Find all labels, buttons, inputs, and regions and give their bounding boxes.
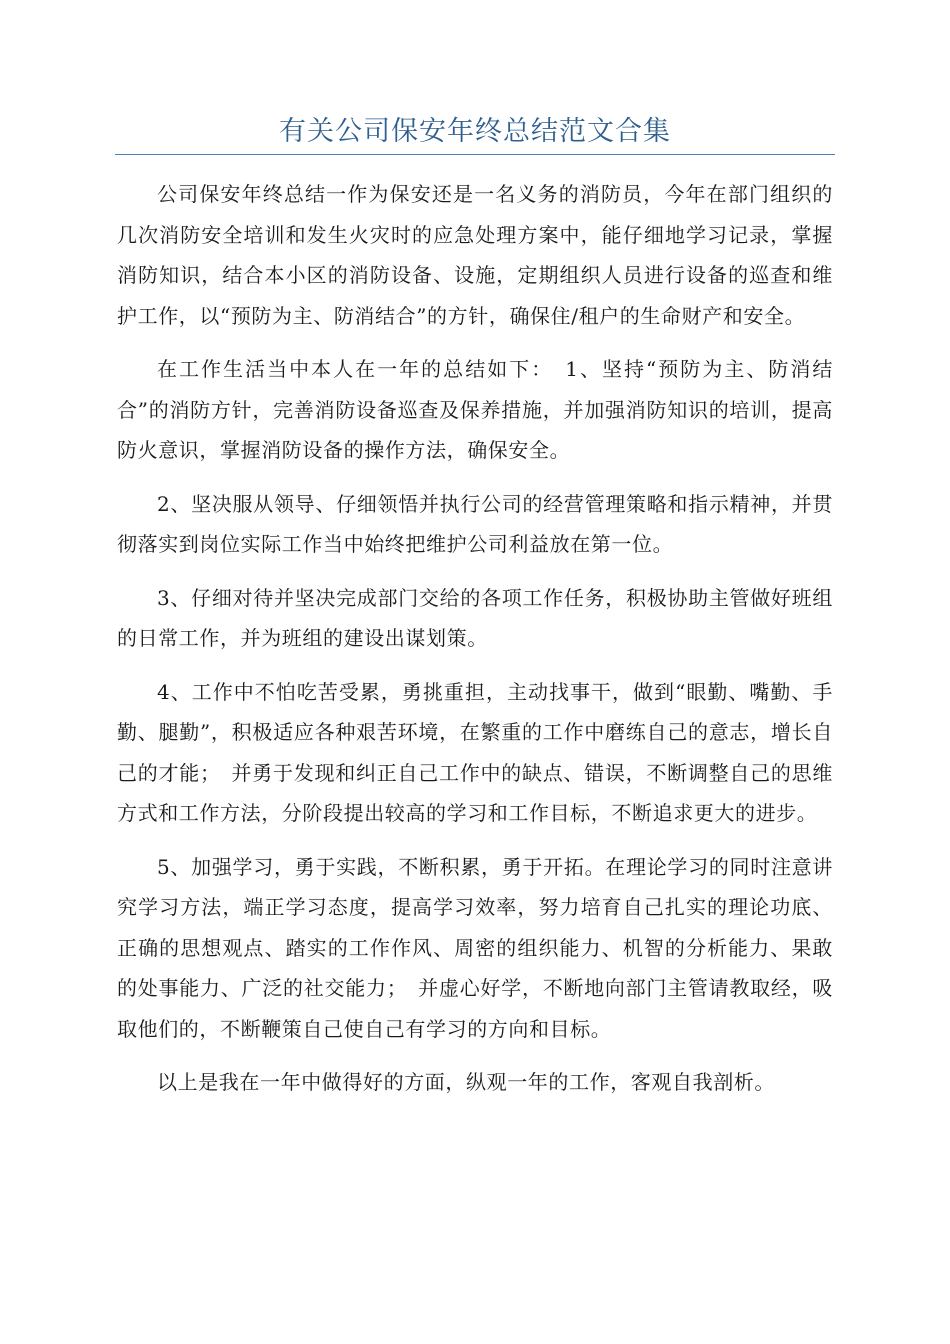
document-title: 有关公司保安年终总结范文合集 [279, 116, 671, 147]
paragraph-conclusion: 以上是我在一年中做得好的方面，纵观一年的工作，客观自我剖析。 [157, 1070, 775, 1094]
paragraph-point-3: 3、仔细对待并坚决完成部门交给的各项工作任务，积极协助主管做好班组的日常工作，并为班组的建设出谋划策。 [117, 585, 833, 650]
title-underline [115, 154, 835, 155]
paragraph-intro: 公司保安年终总结一作为保安还是一名义务的消防员，今年在部门组织的几次消防安全培训和发生火灾时的应急处理方案中，能仔细地学习记录，掌握消防知识，结合本小区的消防设备、设施，定期组织人员进行设备的巡查和维护工作，以“预防为主、防消结合”的方针，确保住/租户的生命财产和安全。 [117, 182, 833, 328]
document-body [117, 174, 833, 1116]
paragraph-summary-point-1: 在工作生活当中本人在一年的总结如下： 1、坚持“预防为主、防消结合”的消防方针，完善消防设备巡查及保养措施，并加强消防知识的培训，提高防火意识，掌握消防设备的操作方法，确保安全。 [117, 357, 833, 462]
paragraph-point-5: 5、加强学习，勇于实践，不断积累，勇于开拓。在理论学习的同时注意讲究学习方法，端正学习态度，提高学习效率，努力培育自己扎实的理论功底、正确的思想观点、踏实的工作作风、周密的组织能力、机智的分析能力、果敢的处事能力、广泛的社交能力； 并虚心好学，不断地向部门主管请教取经，吸取他们的，不断鞭策自己使自己有学习的方向和目标。 [117, 854, 833, 1041]
paragraph-point-4: 4、工作中不怕吃苦受累，勇挑重担，主动找事干，做到“眼勤、嘴勤、手勤、腿勤”，积极适应各种艰苦环境，在繁重的工作中磨练自己的意志，增长自己的才能； 并勇于发现和纠正自己工作中的缺点、错误，不断调整自己的思维方式和工作方法，分阶段提出较高的学习和工作目标，不断追求更大的进步。 [117, 679, 833, 825]
paragraph-point-2: 2、坚决服从领导、仔细领悟并执行公司的经营管理策略和指示精神，并贯彻落实到岗位实际工作当中始终把维护公司利益放在第一位。 [117, 491, 833, 556]
